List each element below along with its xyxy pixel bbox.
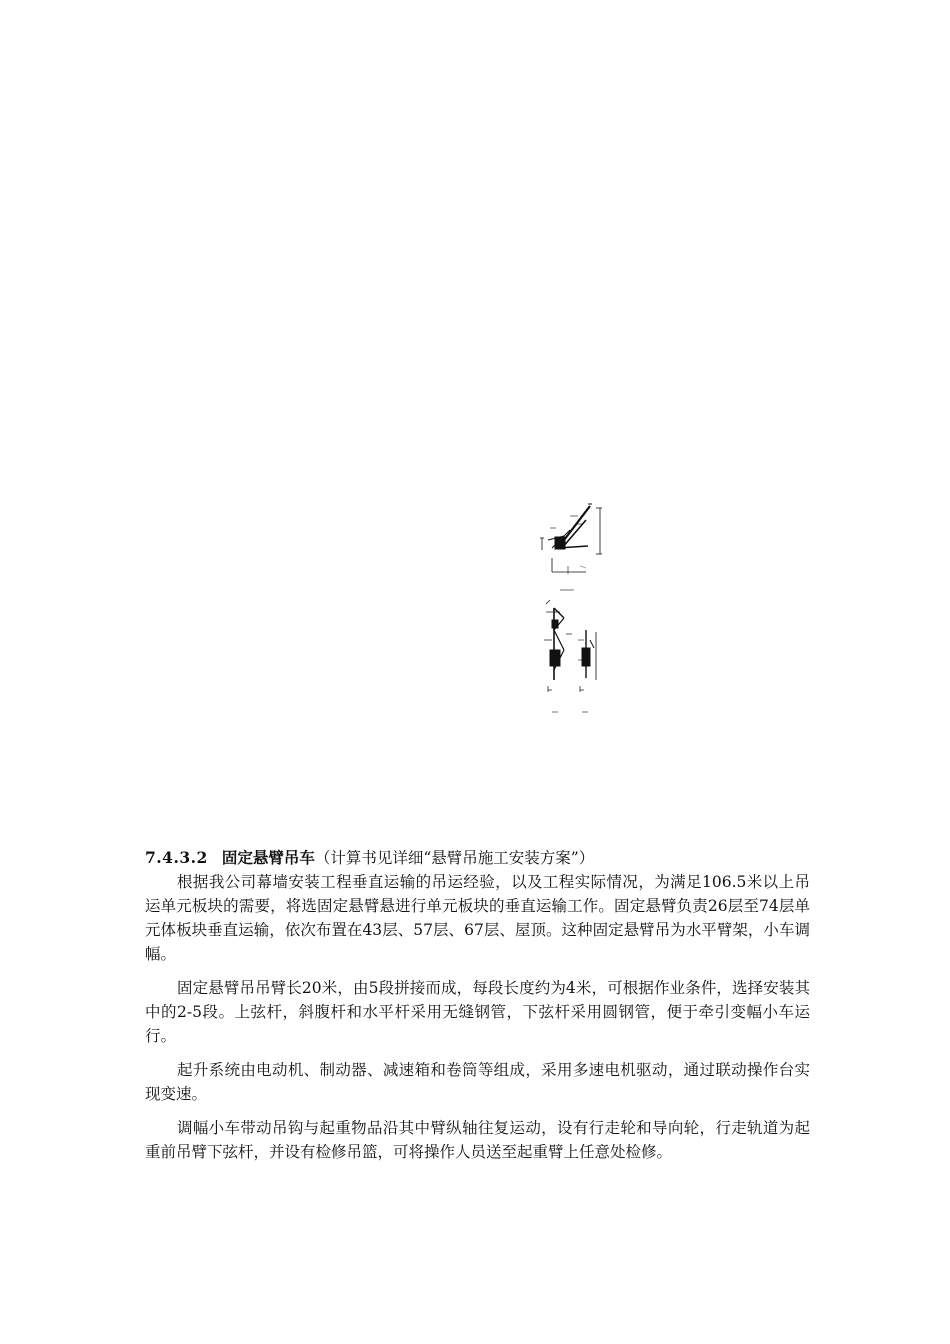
- paragraph-3: 起升系统由电动机、制动器、减速箱和卷筒等组成，采用多速电机驱动，通过联动操作台实现变速。: [145, 1061, 810, 1103]
- section-number: 7.4.3.2: [145, 848, 208, 867]
- section-title: 固定悬臂吊车: [221, 848, 315, 867]
- cantilever-crane-drawing: [530, 500, 620, 725]
- crane-elevation-view: [540, 504, 602, 590]
- paragraph-1: 根据我公司幕墙安装工程垂直运输的吊运经验，以及工程实际情况，为满足106.5米以上吊运单元板块的需要，将选固定悬臂悬进行单元板块的垂直运输工作。固定悬臂负责26层至74层单元体板块垂直运输，依次布置在43层、57层、67层、屋顶。这种固定悬臂吊为水平臂架，小车调幅。: [145, 873, 810, 963]
- section-note: （计算书见详细“悬臂吊施工安装方案”）: [314, 849, 595, 867]
- crane-section-views: [544, 600, 596, 712]
- paragraph-4: 调幅小车带动吊钩与起重物品沿其中臂纵轴往复运动，设有行走轮和导向轮，行走轨道为起重前吊臂下弦杆，并设有检修吊篮，可将操作人员送至起重臂上任意处检修。: [145, 1119, 810, 1161]
- section-heading: [145, 846, 810, 870]
- document-text: [145, 846, 810, 1174]
- crane-drawing-svg: [530, 500, 620, 725]
- paragraph-2: 固定悬臂吊吊臂长20米，由5段拼接而成，每段长度约为4米，可根据作业条件，选择安装其中的2-5段。上弦杆，斜腹杆和水平杆采用无缝钢管，下弦杆采用圆钢管，便于牵引变幅小车运行。: [145, 979, 810, 1045]
